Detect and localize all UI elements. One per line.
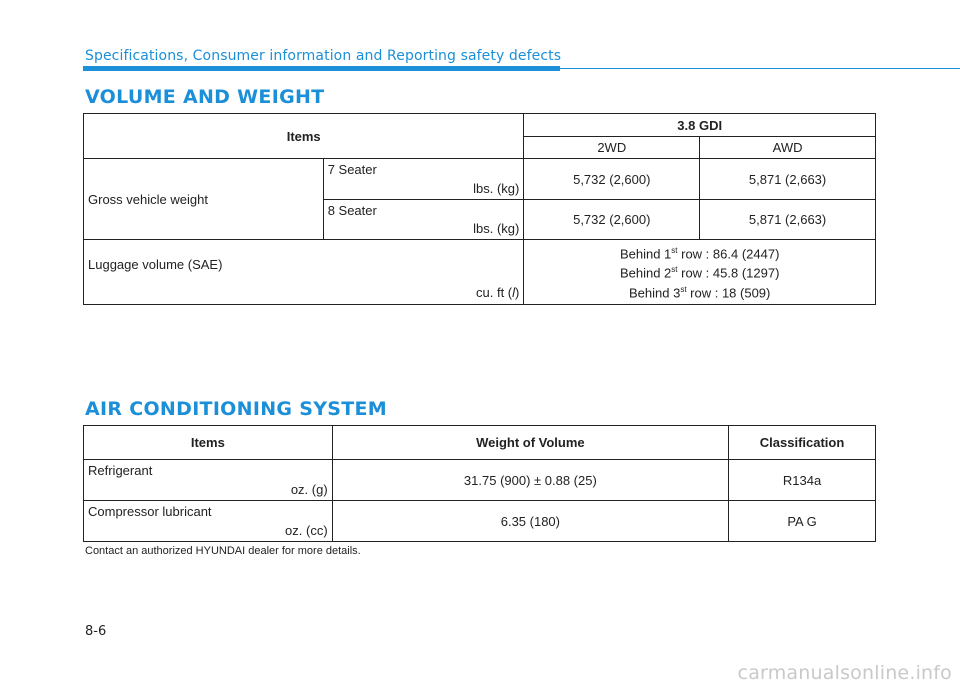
item-cell xyxy=(84,460,333,501)
unit-label: oz. (g) xyxy=(290,482,328,497)
air-conditioning-table xyxy=(83,425,876,542)
item-cell xyxy=(84,501,333,542)
unit-label: lbs. (kg) xyxy=(473,181,520,196)
luggage-label: Luggage volume (SAE) xyxy=(88,256,223,272)
page-number: 8-6 xyxy=(85,624,107,639)
items-header: Items xyxy=(84,114,524,159)
table-row xyxy=(84,240,876,305)
classification-header: Classification xyxy=(729,426,876,460)
luggage-cell xyxy=(84,240,524,305)
weight-header: Weight of Volume xyxy=(332,426,728,460)
luggage-unit: cu. ft (l) xyxy=(476,284,520,300)
luggage-values xyxy=(524,240,876,305)
engine-header: 3.8 GDI xyxy=(524,114,876,137)
items-header: Items xyxy=(84,426,333,460)
seater-cell xyxy=(323,200,524,240)
item-label: Compressor lubricant xyxy=(88,504,212,519)
table-row xyxy=(84,501,876,542)
watermark: carmanualsonline.info xyxy=(737,662,952,684)
luggage-line: Behind 1st row : 86.4 (2447) xyxy=(619,246,780,262)
luggage-line: Behind 2st row : 45.8 (1297) xyxy=(619,265,780,281)
value-2wd: 5,732 (2,600) xyxy=(524,159,700,200)
header-title: Specifications, Consumer information and Reporting safety defects xyxy=(85,48,562,64)
value-awd: 5,871 (2,663) xyxy=(700,159,876,200)
col-awd-header: AWD xyxy=(700,137,876,159)
weight-value: 31.75 (900) ± 0.88 (25) xyxy=(332,460,728,501)
dealer-note: Contact an authorized HYUNDAI dealer for more details. xyxy=(85,545,361,557)
air-conditioning-title: AIR CONDITIONING SYSTEM xyxy=(85,398,387,420)
seater-label: 7 Seater xyxy=(327,162,377,177)
unit-label: oz. (cc) xyxy=(285,523,328,538)
seater-cell xyxy=(323,159,524,200)
table-row xyxy=(84,159,876,200)
item-label: Refrigerant xyxy=(88,463,153,478)
classification-value: PA G xyxy=(729,501,876,542)
unit-label: lbs. (kg) xyxy=(473,221,520,236)
table-row xyxy=(84,460,876,501)
seater-label: 8 Seater xyxy=(327,203,377,218)
weight-value: 6.35 (180) xyxy=(332,501,728,542)
luggage-line: Behind 3st row : 18 (509) xyxy=(628,284,771,300)
col-2wd-header: 2WD xyxy=(524,137,700,159)
header-rule-thin xyxy=(560,68,960,69)
gross-weight-label: Gross vehicle weight xyxy=(84,159,324,240)
classification-value: R134a xyxy=(729,460,876,501)
value-awd: 5,871 (2,663) xyxy=(700,200,876,240)
volume-weight-title: VOLUME AND WEIGHT xyxy=(85,86,325,108)
value-2wd: 5,732 (2,600) xyxy=(524,200,700,240)
header-rule-thick xyxy=(83,66,560,71)
volume-weight-table xyxy=(83,113,876,305)
